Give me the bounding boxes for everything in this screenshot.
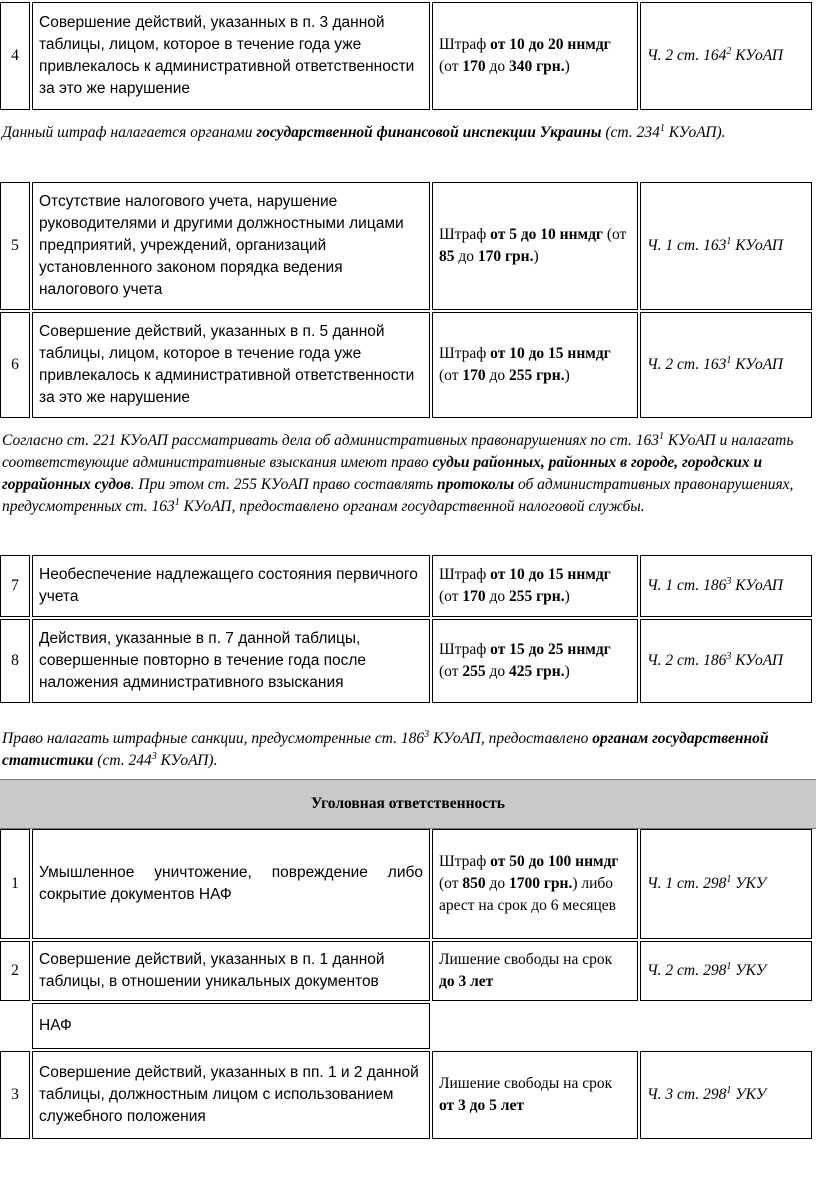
table-row bbox=[0, 2, 812, 110]
article-reference: Ч. 2 ст. $164^2$ КУоАП bbox=[640, 2, 812, 110]
penalty-table bbox=[0, 827, 814, 1141]
table-block-criminal bbox=[0, 827, 816, 1141]
offense-description: Необеспечение надлежащего состояния первичного учета bbox=[32, 555, 430, 617]
penalty-table bbox=[0, 553, 814, 705]
penalty-cell: Штраф от 50 до 100 ннмдг (от 850 до 1700 грн.) либо арест на срок до 6 месяцев bbox=[432, 829, 638, 939]
article-reference: Ч. 2 ст. $163^1$ КУоАП bbox=[640, 312, 812, 418]
row-number: 2 bbox=[0, 941, 30, 1001]
table-block-rows5-6 bbox=[0, 180, 816, 420]
table-row bbox=[0, 1051, 812, 1139]
offense-description: Совершение действий, указанных в п. 5 данной таблицы, лицом, которое в течение года уже привлекалось к административной ответственности за это же нарушение bbox=[32, 312, 430, 418]
row-number: 8 bbox=[0, 619, 30, 703]
note-statistics: Право налагать штрафные санкции, предусмотренные ст. $186^3$ КУоАП, предоставлено органам государственной статистики (ст. $244^3$ КУоАП). bbox=[2, 728, 769, 769]
row-number: 3 bbox=[0, 1051, 30, 1139]
penalty-cell: Штраф от 10 до 20 ннмдг (от 170 до 340 грн.) bbox=[432, 2, 638, 110]
article-reference: Ч. 1 ст. $298^1$ УКУ bbox=[640, 829, 812, 939]
table-row bbox=[0, 941, 812, 1001]
penalty-cell: Штраф от 15 до 25 ннмдг (от 255 до 425 грн.) bbox=[432, 619, 638, 703]
note-finance-inspection: Данный штраф налагается органами государственной финансовой инспекции Украины (ст. $234^1$ КУоАП). bbox=[2, 122, 726, 141]
offense-description: Совершение действий, указанных в п. 3 данной таблицы, лицом, которое в течение года уже привлекалось к административной ответственности за это же нарушение bbox=[32, 2, 430, 110]
row-number: 4 bbox=[0, 2, 30, 110]
offense-description: Действия, указанные в п. 7 данной таблицы, совершенные повторно в течение года после наложения административного взыскания bbox=[32, 619, 430, 703]
article-reference: Ч. 3 ст. $298^1$ УКУ bbox=[640, 1051, 812, 1139]
offense-description: Отсутствие налогового учета, нарушение руководителями и другими должностными лицами предприятий, учреждений, организаций установленного законом порядка ведения налогового учета bbox=[32, 182, 430, 310]
penalty-table bbox=[0, 0, 814, 112]
penalty-cell: Штраф от 10 до 15 ннмдг (от 170 до 255 грн.) bbox=[432, 555, 638, 617]
table-row bbox=[0, 619, 812, 703]
offense-description-continuation: НАФ bbox=[32, 1003, 430, 1049]
table-row bbox=[0, 829, 812, 939]
table-block-row4 bbox=[0, 0, 816, 112]
offense-description: Совершение действий, указанных в пп. 1 и 2 данной таблицы, должностным лицом с использованием служебного положения bbox=[32, 1051, 430, 1139]
article-reference: Ч. 1 ст. $163^1$ КУоАП bbox=[640, 182, 812, 310]
note-courts: Согласно ст. 221 КУоАП рассматривать дела об административных правонарушениях по ст. $163^1$ КУоАП и налагать соответствующие административные взыскания имеют право судьи районных, районных в городе, городских и горрайонных судов. При этом ст. 255 КУоАП право составлять протоколы об административных правонарушениях, предусмотренных ст. $163^1$ КУоАП, предоставлено органам государственной налоговой службы. bbox=[2, 430, 794, 515]
article-reference: Ч. 2 ст. $186^3$ КУоАП bbox=[640, 619, 812, 703]
penalty-cell: Штраф от 10 до 15 ннмдг (от 170 до 255 грн.) bbox=[432, 312, 638, 418]
table-block-rows7-8 bbox=[0, 553, 816, 705]
table-row bbox=[0, 555, 812, 617]
row-number: 1 bbox=[0, 829, 30, 939]
penalty-cell: Штраф от 5 до 10 ннмдг (от 85 до 170 грн.) bbox=[432, 182, 638, 310]
table-row bbox=[0, 312, 812, 418]
row-number: 7 bbox=[0, 555, 30, 617]
table-row bbox=[0, 182, 812, 310]
article-reference: Ч. 1 ст. $186^3$ КУоАП bbox=[640, 555, 812, 617]
table-row-continuation bbox=[0, 1003, 812, 1049]
section-header-criminal: Уголовная ответственность bbox=[0, 779, 816, 829]
article-reference: Ч. 2 ст. $298^1$ УКУ bbox=[640, 941, 812, 1001]
offense-description: Совершение действий, указанных в п. 1 данной таблицы, в отношении уникальных документов bbox=[32, 941, 430, 1001]
penalty-table bbox=[0, 180, 814, 420]
row-number: 6 bbox=[0, 312, 30, 418]
penalty-cell: Лишение свободы на срок до 3 лет bbox=[432, 941, 638, 1001]
penalty-cell: Лишение свободы на срок от 3 до 5 лет bbox=[432, 1051, 638, 1139]
row-number: 5 bbox=[0, 182, 30, 310]
offense-description: Умышленное уничтожение, повреждение либо сокрытие документов НАФ bbox=[32, 829, 430, 939]
